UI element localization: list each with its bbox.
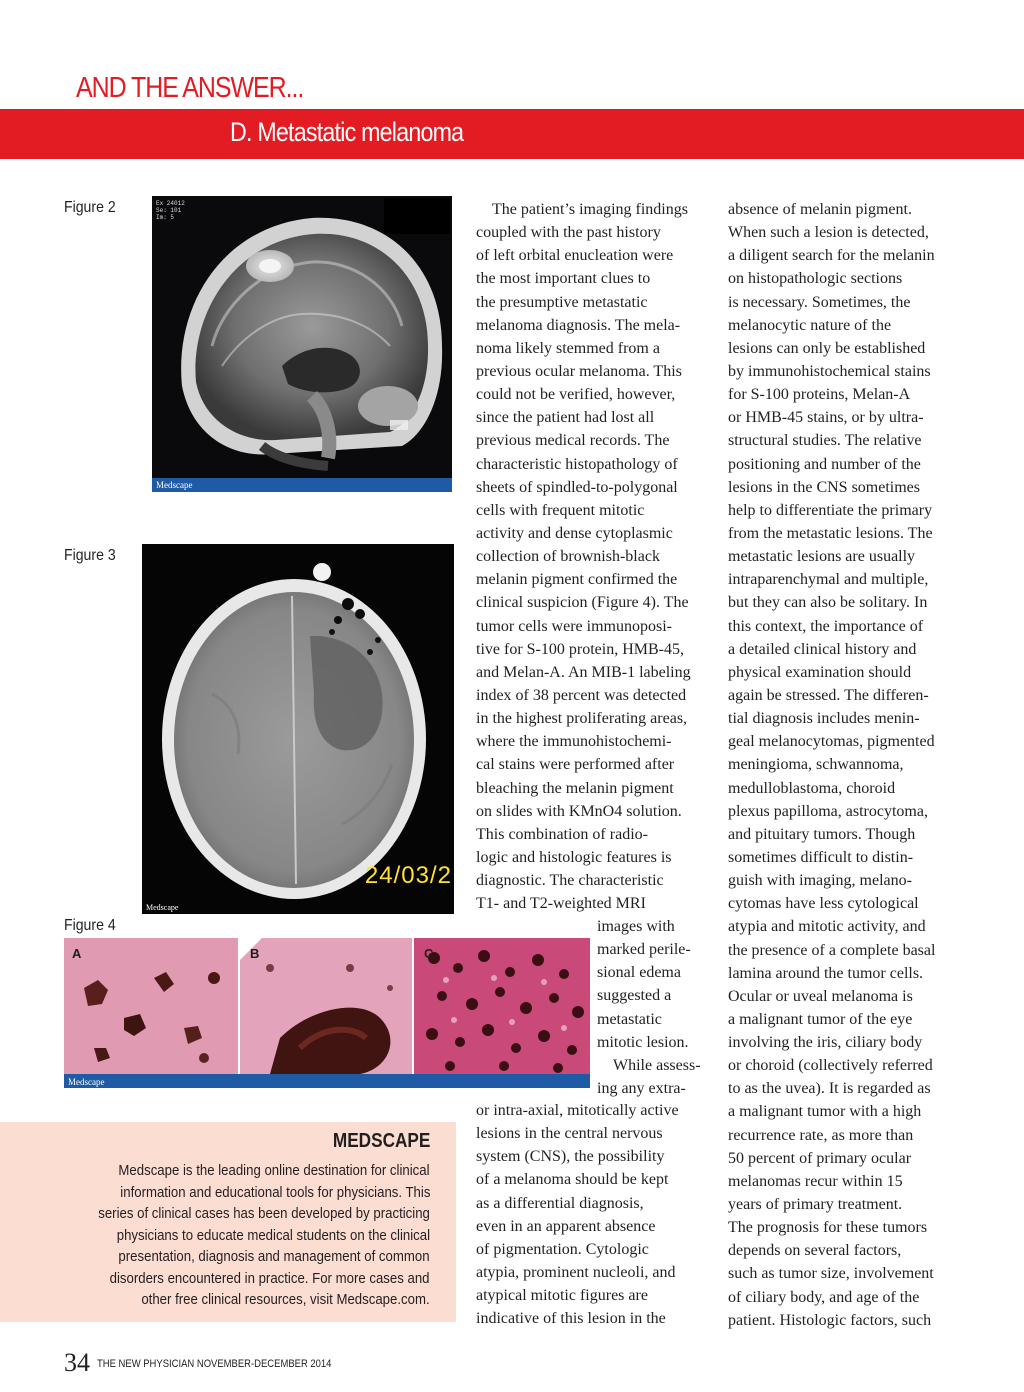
article-text-line: sometimes difficult to distin-: [728, 848, 914, 866]
article-text-line: depends on several factors,: [728, 1242, 902, 1260]
article-text-line: involving the iris, ciliary body: [728, 1034, 923, 1052]
article-text-line: The prognosis for these tumors: [728, 1219, 928, 1237]
panel-b-letter: B: [250, 946, 260, 961]
article-text-line: and Melan-A. An MIB-1 labeling: [476, 663, 691, 681]
article-text-line: the presumptive metastatic: [476, 293, 648, 311]
article-text-line: atypia, prominent nucleoli, and: [476, 1263, 676, 1281]
article-text-line: medulloblastoma, choroid: [728, 779, 896, 797]
panel-a-letter: A: [72, 946, 82, 961]
article-text-line: When such a lesion is detected,: [728, 224, 929, 242]
article-text-line: of a melanoma should be kept: [476, 1171, 669, 1189]
article-text-line: Ocular or uveal melanoma is: [728, 987, 913, 1005]
article-text-line: such as tumor size, involvement: [728, 1265, 934, 1283]
article-text-line: T1- and T2-weighted MRI: [476, 895, 646, 913]
sidebar-text-line: Medscape is the leading online destination for clinical: [118, 1162, 430, 1179]
figure-2-mri-image: [152, 196, 452, 492]
article-text-line: the presence of a complete basal: [728, 941, 936, 959]
answer-banner: [0, 109, 1024, 159]
sidebar-text-line: series of clinical cases has been developed by practicing: [98, 1205, 430, 1222]
article-text-line: metastatic lesions are usually: [728, 548, 916, 566]
article-text-line: collection of brownish-black: [476, 548, 660, 566]
sidebar-text-line: information and educational tools for physicians. This: [119, 1183, 430, 1201]
article-text-line: The patient’s imaging findings: [492, 201, 688, 218]
article-text-line: sheets of spindled-to-polygonal: [476, 478, 678, 496]
article-text-line: cells with frequent mitotic: [476, 501, 645, 519]
sidebar-text-line: physicians to educate medical students on the clinical: [116, 1226, 430, 1244]
answer-title: D. Metastatic melanoma: [230, 117, 464, 147]
article-text-line: cytomas have less cytological: [728, 895, 919, 913]
sidebar-text-line: other free clinical resources, visit Medscape.com.: [141, 1291, 430, 1308]
article-text-line: could not be verified, however,: [476, 386, 676, 404]
article-text-line: cal stains were performed after: [476, 756, 675, 774]
article-text-line: of ciliary body, and age of the: [728, 1288, 920, 1306]
article-text-line: logic and histologic features is: [476, 848, 672, 866]
article-text-line: in the highest proliferating areas,: [476, 710, 688, 728]
article-text-line: from the metastatic lesions. The: [728, 524, 933, 542]
histology-a-illustration: [64, 938, 238, 1074]
article-text-line: plexus papilloma, astrocytoma,: [728, 802, 928, 820]
article-text-line: lesions in the central nervous: [476, 1125, 663, 1143]
article-text-line: index of 38 percent was detected: [476, 686, 687, 704]
figure-4-label: Figure 4: [64, 917, 116, 934]
article-text-line: sional edema: [597, 964, 681, 982]
article-text-line: but they can also be solitary. In: [728, 594, 928, 612]
article-text-line: for S-100 proteins, Melan-A: [728, 386, 911, 404]
publication-line: THE NEW PHYSICIAN NOVEMBER-DECEMBER 2014: [97, 1358, 332, 1370]
article-text-line: metastatic: [597, 1010, 662, 1028]
histology-panel-c: [414, 938, 590, 1074]
sidebar-text-line: disorders encountered in practice. For more cases and: [110, 1269, 430, 1287]
sidebar-title: MEDSCAPE: [332, 1130, 430, 1152]
histology-c-illustration: [414, 938, 590, 1074]
article-text-line: activity and dense cytoplasmic: [476, 524, 673, 542]
sidebar-line-wrap: [30, 1246, 430, 1268]
medscape-watermark: Medscape: [146, 903, 179, 912]
article-text-line: this context, the importance of: [728, 617, 924, 635]
article-text-line: lamina around the tumor cells.: [728, 964, 924, 982]
article-text-line: a diligent search for the melanin: [728, 247, 935, 265]
article-text-line: a malignant tumor of the eye: [728, 1010, 913, 1028]
article-text-line: positioning and number of the: [728, 455, 921, 473]
article-text-line: melanin pigment confirmed the: [476, 571, 678, 589]
ct-axial-illustration: [142, 544, 454, 914]
figure-4-histology-image: [64, 938, 590, 1088]
mri-dicom-overlay: Ex 24012 Se: 101 Im: 5: [156, 200, 185, 221]
sidebar-text-line: presentation, diagnosis and management of common: [118, 1248, 430, 1265]
article-text-line: or HMB-45 stains, or by ultra-: [728, 409, 924, 427]
article-text-line: as a differential diagnosis,: [476, 1194, 644, 1212]
article-text-line: indicative of this lesion in the: [476, 1310, 666, 1328]
article-text-line: years of primary treatment.: [728, 1196, 903, 1214]
sidebar-line-wrap: [30, 1289, 430, 1311]
medscape-watermark: Medscape: [68, 1077, 105, 1087]
article-text-line: structural studies. The relative: [728, 432, 922, 450]
watermark-bar: [152, 478, 452, 492]
panel-c-letter: C: [424, 946, 434, 961]
article-text-line: again be stressed. The differen-: [728, 686, 929, 704]
article-text-line: lesions in the CNS sometimes: [728, 478, 920, 496]
article-text-line: coupled with the past history: [476, 224, 661, 242]
article-text-line: marked perile-: [597, 941, 691, 959]
sidebar-line-wrap: [30, 1268, 430, 1290]
article-text-line: intraparenchymal and multiple,: [728, 571, 929, 589]
article-text-line: guish with imaging, melano-: [728, 872, 912, 890]
sidebar-line-wrap: [30, 1225, 430, 1247]
article-text-line: physical examination should: [728, 663, 912, 681]
article-text-line: lesions can only be established: [728, 339, 926, 357]
medscape-sidebar: [0, 1122, 456, 1322]
article-text-line: melanomas recur within 15: [728, 1172, 903, 1190]
article-column-left-upper: [476, 198, 716, 915]
article-text-line: absence of melanin pigment.: [728, 201, 912, 218]
watermark-bar: [64, 1074, 590, 1088]
article-text-line: since the patient had lost all: [476, 409, 655, 427]
article-text-line: suggested a: [597, 987, 672, 1005]
article-text-line: the most important clues to: [476, 270, 651, 288]
sidebar-body: [30, 1160, 430, 1311]
article-text-line: is necessary. Sometimes, the: [728, 293, 911, 311]
article-text-line: bleaching the melanin pigment: [476, 779, 674, 797]
sidebar-line-wrap: [30, 1203, 430, 1225]
sidebar-line-wrap: [30, 1182, 430, 1204]
article-text-line: diagnostic. The characteristic: [476, 872, 664, 890]
article-text-line: This combination of radio-: [476, 825, 648, 843]
figure-2-label: Figure 2: [64, 199, 116, 216]
article-text-line: atypia and mitotic activity, and: [728, 918, 926, 936]
ct-date-stamp: 24/03/2: [364, 862, 452, 889]
article-column-left-lower: [476, 1099, 716, 1330]
article-column-right: [728, 198, 968, 1332]
article-text-line: meningioma, schwannoma,: [728, 756, 904, 774]
article-text-line: mitotic lesion.: [597, 1033, 689, 1051]
article-text-line: images with: [597, 918, 675, 935]
medscape-watermark: Medscape: [156, 480, 193, 490]
mri-sagittal-illustration: [152, 196, 452, 492]
article-text-line: even in an apparent absence: [476, 1217, 656, 1235]
article-text-line: by immunohistochemical stains: [728, 362, 931, 380]
article-text-line: a malignant tumor with a high: [728, 1103, 922, 1121]
article-text-line: where the immunohistochemi-: [476, 733, 672, 751]
article-text-line: and pituitary tumors. Though: [728, 825, 916, 843]
article-text-line: of left orbital enucleation were: [476, 247, 674, 265]
article-column-left-inset: [597, 915, 717, 1100]
article-text-line: tumor cells were immunoposi-: [476, 617, 672, 635]
article-text-line: to as the uvea). It is regarded as: [728, 1080, 931, 1098]
article-text-line: system (CNS), the possibility: [476, 1148, 665, 1166]
article-text-line: tial diagnosis includes menin-: [728, 710, 920, 728]
article-text-line: of pigmentation. Cytologic: [476, 1240, 649, 1258]
article-text-line: 50 percent of primary ocular: [728, 1149, 912, 1167]
figure-3-label: Figure 3: [64, 547, 116, 564]
histology-panel-b: [240, 938, 412, 1074]
article-text-line: geal melanocytomas, pigmented: [728, 733, 935, 751]
article-text-line: patient. Histologic factors, such: [728, 1311, 932, 1329]
article-text-line: melanocytic nature of the: [728, 316, 892, 334]
article-text-line: help to differentiate the primary: [728, 501, 933, 519]
article-text-line: clinical suspicion (Figure 4). The: [476, 594, 689, 612]
article-text-line: previous ocular melanoma. This: [476, 362, 682, 380]
article-text-line: noma likely stemmed from a: [476, 339, 660, 357]
article-text-line: While assess-: [613, 1056, 701, 1074]
article-text-line: previous medical records. The: [476, 432, 670, 450]
article-text-line: ing any extra-: [597, 1079, 686, 1097]
article-text-line: melanoma diagnosis. The mela-: [476, 316, 681, 334]
article-text-line: atypical mitotic figures are: [476, 1287, 648, 1305]
article-text-line: on slides with KMnO4 solution.: [476, 802, 682, 820]
figure-3-ct-image: [142, 544, 454, 914]
histology-panel-a: [64, 938, 238, 1074]
article-text-line: on histopathologic sections: [728, 270, 903, 288]
article-text-line: tive for S-100 protein, HMB-45,: [476, 640, 684, 658]
section-kicker: AND THE ANSWER...: [76, 72, 304, 104]
article-text-line: a detailed clinical history and: [728, 640, 917, 658]
article-text-line: or intra-axial, mitotically active: [476, 1102, 679, 1119]
article-text-line: recurrence rate, as more than: [728, 1126, 914, 1144]
article-text-line: or choroid (collectively referred: [728, 1057, 933, 1075]
sidebar-line-wrap: [30, 1160, 430, 1182]
histology-b-illustration: [240, 938, 412, 1074]
article-text-line: characteristic histopathology of: [476, 455, 678, 473]
page-number: 34: [64, 1348, 90, 1377]
